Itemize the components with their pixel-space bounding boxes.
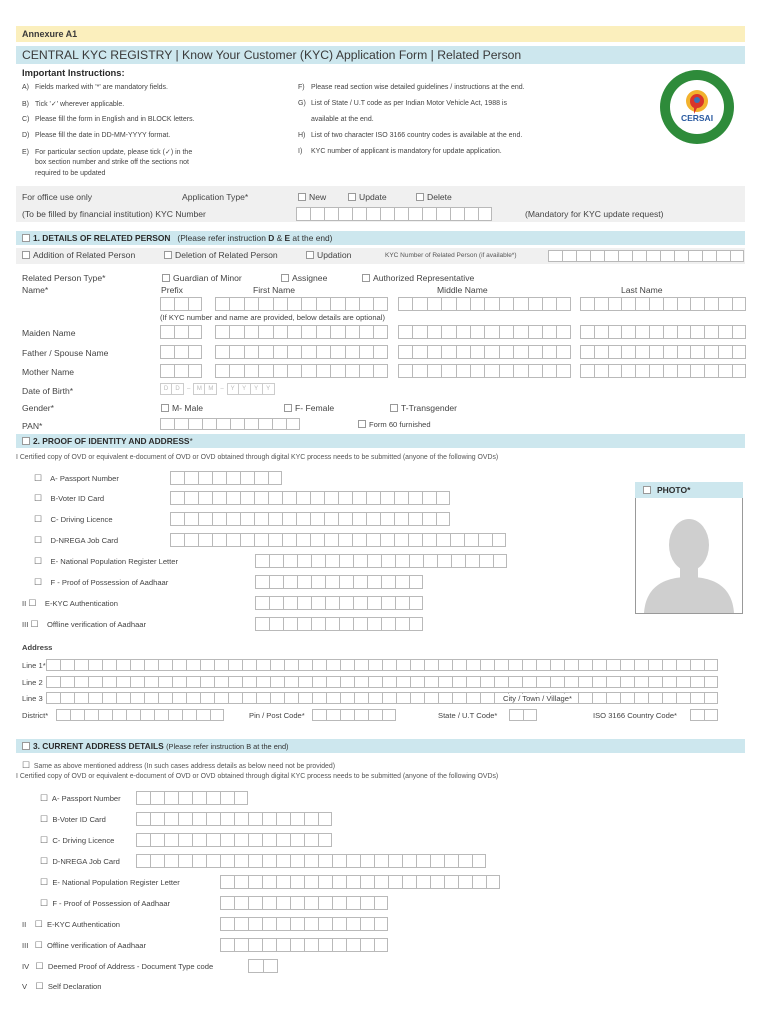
instruction-h: H) List of two character ISO 3166 country codes is available at the end.	[298, 132, 523, 139]
poa-deemed-input[interactable]	[248, 959, 278, 973]
checkbox-icon[interactable]	[643, 486, 651, 494]
related-kyc-input[interactable]	[548, 250, 744, 262]
poi-driving-licence-input[interactable]	[170, 512, 450, 526]
application-type-label: Application Type*	[182, 192, 249, 202]
dob-day-2[interactable]: D	[172, 383, 184, 395]
poa-passport[interactable]: ☐ A- Passport Number	[40, 793, 121, 803]
dob-year-1[interactable]: Y	[227, 383, 239, 395]
country-label: ISO 3166 Country Code*	[593, 711, 678, 720]
related-kyc-label: KYC Number of Related Person (if available*)	[385, 252, 517, 259]
name-last-input[interactable]	[580, 297, 746, 311]
checkbox-icon[interactable]: ☐	[34, 556, 43, 566]
checkbox-icon[interactable]: ☐	[35, 961, 44, 971]
instruction-e-cont1: box section number and strike off the sections not	[35, 159, 189, 166]
checkbox-icon[interactable]: ☐	[28, 598, 37, 608]
checkbox-icon[interactable]: ☐	[40, 877, 49, 887]
checkbox-icon[interactable]	[358, 420, 366, 428]
poa-ekyc[interactable]: II ☐ E-KYC Authentication	[22, 919, 121, 929]
poi-passport-input[interactable]	[170, 471, 282, 485]
maiden-last-input[interactable]	[580, 325, 746, 339]
section-2-certified-note: I Certified copy of OVD or equivalent e-document of OVD or OVD obtained through digital KYC process needs to be submitted (anyone of the following OVDs)	[16, 454, 499, 461]
kyc-mandatory-note: (Mandatory for KYC update request)	[525, 209, 664, 219]
dob-year-3[interactable]: Y	[251, 383, 263, 395]
gender-female[interactable]: F- Female	[284, 403, 334, 413]
addition-option[interactable]: Addition of Related Person	[22, 250, 135, 260]
poi-nrega[interactable]: ☐ D-NREGA Job Card	[34, 535, 119, 545]
poa-offline-aadhaar-input[interactable]	[220, 938, 388, 952]
authorized-rep-option[interactable]: Authorized Representative	[362, 273, 474, 283]
pin-label: Pin / Post Code*	[249, 711, 305, 720]
checkbox-icon[interactable]	[22, 234, 30, 242]
dob-input[interactable]: D D – M M – Y Y Y Y	[160, 383, 275, 395]
app-type-delete[interactable]: Delete	[416, 192, 452, 202]
svg-text:CERSAI: CERSAI	[680, 113, 714, 123]
address-line1-label: Line 1*	[22, 661, 46, 670]
city-label: City / Town / Village*	[503, 694, 572, 703]
instruction-g-cont: available at the end.	[311, 116, 374, 123]
assignee-option[interactable]: Assignee	[281, 273, 327, 283]
instruction-i: I) KYC number of applicant is mandatory for update application.	[298, 148, 502, 155]
photo-box[interactable]	[635, 484, 743, 614]
dob-year-4[interactable]: Y	[263, 383, 275, 395]
checkbox-icon[interactable]	[22, 437, 30, 445]
checkbox-icon[interactable]: ☐	[40, 793, 49, 803]
maiden-first-input[interactable]	[215, 325, 388, 339]
instruction-d: D) Please fill the date in DD-MM-YYYY format.	[22, 132, 171, 139]
poa-npr-input[interactable]	[220, 875, 500, 889]
poi-nrega-input[interactable]	[170, 533, 506, 547]
poi-driving-licence[interactable]: ☐ C- Driving Licence	[34, 514, 113, 524]
instruction-c: C) Please fill the form in English and in BLOCK letters.	[22, 116, 195, 123]
checkbox-icon[interactable]: ☐	[40, 898, 49, 908]
name-middle-input[interactable]	[398, 297, 571, 311]
country-input[interactable]	[690, 709, 718, 721]
instruction-e-cont2: required to be updated	[35, 170, 106, 177]
instructions-heading: Important Instructions:	[22, 67, 125, 78]
updation-option[interactable]: Updation	[306, 250, 351, 260]
name-first-input[interactable]	[215, 297, 388, 311]
state-input[interactable]	[509, 709, 537, 721]
checkbox-icon[interactable]	[298, 193, 306, 201]
name-prefix-input[interactable]	[160, 297, 202, 311]
pan-input[interactable]	[160, 418, 300, 430]
checkbox-icon[interactable]	[161, 404, 169, 412]
poa-driving-licence[interactable]: ☐ C- Driving Licence	[40, 835, 115, 845]
instruction-a: A) Fields marked with '*' are mandatory fields.	[22, 84, 169, 91]
cersai-logo	[658, 68, 736, 146]
poa-aadhaar-possession[interactable]: ☐ F - Proof of Possession of Aadhaar	[40, 898, 171, 908]
district-label: District*	[22, 711, 49, 720]
address-heading: Address	[22, 643, 53, 652]
checkbox-icon[interactable]: ☐	[40, 814, 49, 824]
poi-aadhaar-possession-input[interactable]	[255, 575, 423, 589]
avatar-placeholder-icon	[636, 485, 742, 613]
state-label: State / U.T Code*	[438, 711, 498, 720]
section-3-header: 3. CURRENT ADDRESS DETAILS (Please refer instruction B at the end)	[16, 739, 745, 753]
poa-nrega[interactable]: ☐ D-NREGA Job Card	[40, 856, 120, 866]
mother-name-label: Mother Name	[22, 367, 75, 377]
poi-ekyc[interactable]: II ☐ E-KYC Authentication	[22, 598, 118, 608]
dob-label: Date of Birth*	[22, 386, 74, 396]
dob-year-2[interactable]: Y	[239, 383, 251, 395]
poi-voter-id-input[interactable]	[170, 491, 450, 505]
gender-transgender[interactable]: T-Transgender	[390, 403, 457, 413]
poi-npr[interactable]: ☐ E- National Population Register Letter	[34, 556, 179, 566]
poa-voter-id[interactable]: ☐ B-Voter ID Card	[40, 814, 106, 824]
poi-ekyc-input[interactable]	[255, 596, 423, 610]
checkbox-icon[interactable]	[306, 251, 314, 259]
poa-deemed[interactable]: IV ☐ Deemed Proof of Address - Document Type code	[22, 961, 214, 971]
same-address-option[interactable]: ☐ Same as above mentioned address (In such cases address details as below need not be provided)	[22, 760, 335, 770]
app-type-new[interactable]: New	[298, 192, 326, 202]
instruction-g: G) List of State / U.T code as per Indian Motor Vehicle Act, 1988 is	[298, 100, 507, 107]
father-last-input[interactable]	[580, 345, 746, 359]
checkbox-icon[interactable]: ☐	[34, 919, 43, 929]
district-input[interactable]	[56, 709, 224, 721]
checkbox-icon[interactable]: ☐	[34, 493, 43, 503]
checkbox-icon[interactable]	[22, 742, 30, 750]
pin-input[interactable]	[312, 709, 396, 721]
poi-offline-aadhaar[interactable]: III ☐ Offline verification of Aadhaar	[22, 619, 147, 629]
kyc-number-input[interactable]	[296, 207, 492, 221]
instruction-f: F) Please read section wise detailed guidelines / instructions at the end.	[298, 84, 525, 91]
instruction-e: E) For particular section update, please tick (✓) in the	[22, 149, 193, 156]
dob-month-1[interactable]: M	[193, 383, 205, 395]
mother-middle-input[interactable]	[398, 364, 571, 378]
checkbox-icon[interactable]	[22, 251, 30, 259]
checkbox-icon[interactable]: ☐	[40, 835, 49, 845]
form60-option[interactable]: Form 60 furnished	[358, 420, 431, 429]
last-name-label: Last Name	[621, 285, 663, 295]
checkbox-icon[interactable]: ☐	[34, 473, 43, 483]
poa-passport-input[interactable]	[136, 791, 248, 805]
guardian-option[interactable]: Guardian of Minor	[162, 273, 242, 283]
father-middle-input[interactable]	[398, 345, 571, 359]
mother-first-input[interactable]	[215, 364, 388, 378]
optional-note: (If KYC number and name are provided, below details are optional)	[160, 313, 385, 322]
checkbox-icon[interactable]	[164, 251, 172, 259]
dob-day-1[interactable]: D	[160, 383, 172, 395]
name-label: Name*	[22, 285, 49, 295]
poa-offline-aadhaar[interactable]: III ☐ Offline verification of Aadhaar	[22, 940, 147, 950]
checkbox-icon[interactable]	[348, 193, 356, 201]
poa-ekyc-input[interactable]	[220, 917, 388, 931]
address-line2-label: Line 2	[22, 678, 43, 687]
checkbox-icon[interactable]: ☐	[22, 760, 31, 770]
poi-aadhaar-possession[interactable]: ☐ F - Proof of Possession of Aadhaar	[34, 577, 169, 587]
checkbox-icon[interactable]: ☐	[34, 940, 43, 950]
first-name-label: First Name	[253, 285, 296, 295]
checkbox-icon[interactable]: ☐	[40, 856, 49, 866]
checkbox-icon[interactable]: ☐	[34, 535, 43, 545]
poa-aadhaar-possession-input[interactable]	[220, 896, 388, 910]
section-2-header: 2. PROOF OF IDENTITY AND ADDRESS*	[16, 434, 745, 448]
instruction-b: B) Tick '✓' wherever applicable.	[22, 101, 125, 108]
dob-month-2[interactable]: M	[205, 383, 217, 395]
gender-label: Gender*	[22, 403, 55, 413]
deletion-option[interactable]: Deletion of Related Person	[164, 250, 278, 260]
checkbox-icon[interactable]: ☐	[35, 981, 44, 991]
address-line3-label: Line 3	[22, 694, 43, 703]
related-person-type-label: Related Person Type*	[22, 273, 106, 283]
poa-npr[interactable]: ☐ E- National Population Register Letter	[40, 877, 180, 887]
address-line1-input[interactable]	[46, 659, 718, 671]
poi-npr-input[interactable]	[255, 554, 507, 568]
kyc-number-label: (To be filled by financial institution) KYC Number	[22, 209, 206, 219]
checkbox-icon[interactable]: ☐	[34, 577, 43, 587]
checkbox-icon[interactable]: ☐	[30, 619, 39, 629]
city-input[interactable]	[592, 692, 718, 704]
app-type-update[interactable]: Update	[348, 192, 387, 202]
checkbox-icon[interactable]	[362, 274, 370, 282]
checkbox-icon[interactable]	[162, 274, 170, 282]
maiden-middle-input[interactable]	[398, 325, 571, 339]
maiden-name-label: Maiden Name	[22, 328, 76, 338]
father-spouse-label: Father / Spouse Name	[22, 348, 109, 358]
poi-offline-aadhaar-input[interactable]	[255, 617, 423, 631]
address-line2-input[interactable]	[46, 676, 718, 688]
checkbox-icon[interactable]	[284, 404, 292, 412]
mother-last-input[interactable]	[580, 364, 746, 378]
mother-prefix-input[interactable]	[160, 364, 202, 378]
office-use-label: For office use only	[22, 192, 93, 202]
pan-label: PAN*	[22, 421, 43, 431]
middle-name-label: Middle Name	[437, 285, 488, 295]
checkbox-icon[interactable]	[390, 404, 398, 412]
poa-voter-id-input[interactable]	[136, 812, 332, 826]
checkbox-icon[interactable]	[281, 274, 289, 282]
poi-voter-id[interactable]: ☐ B-Voter ID Card	[34, 493, 105, 503]
maiden-prefix-input[interactable]	[160, 325, 202, 339]
father-first-input[interactable]	[215, 345, 388, 359]
form-title: CENTRAL KYC REGISTRY | Know Your Customer (KYC) Application Form | Related Person	[16, 46, 745, 64]
section-3-certified-note: I Certified copy of OVD or equivalent e-document of OVD or OVD obtained through digital KYC process needs to be submitted (anyone of the following OVDs)	[16, 773, 499, 780]
checkbox-icon[interactable]: ☐	[34, 514, 43, 524]
gender-male[interactable]: M- Male	[161, 403, 203, 413]
poi-passport[interactable]: ☐ A- Passport Number	[34, 473, 119, 483]
section-1-header: 1. DETAILS OF RELATED PERSON (Please refer instruction D & E at the end)	[16, 231, 745, 245]
checkbox-icon[interactable]	[416, 193, 424, 201]
father-prefix-input[interactable]	[160, 345, 202, 359]
annexure-label: Annexure A1	[16, 26, 745, 42]
poa-nrega-input[interactable]	[136, 854, 486, 868]
poa-self-declaration[interactable]: V ☐ Self Declaration	[22, 981, 102, 991]
poa-driving-licence-input[interactable]	[136, 833, 332, 847]
photo-label: PHOTO*	[635, 482, 743, 498]
prefix-label: Prefix	[161, 285, 183, 295]
